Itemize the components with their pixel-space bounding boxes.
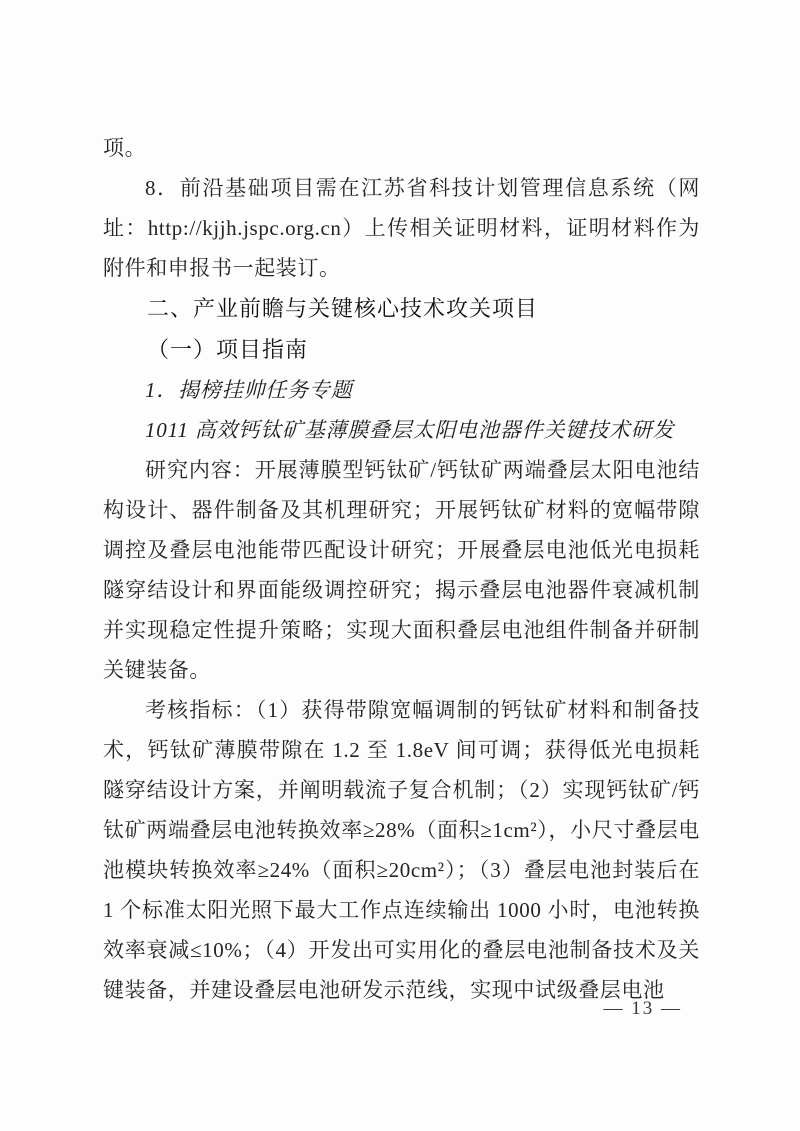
assessment-indicators-paragraph: 考核指标：（1）获得带隙宽幅调制的钙钛矿材料和制备技术，钙钛矿薄膜带隙在 1.2 至 1.8eV 间可调；获得低光电损耗隧穿结设计方案，并阐明载流子复合机制；（2）实现钙钛矿/钙钛矿两端叠层电池转换效率≥28%（面积≥1cm²），小尺寸叠层电池模块转换效率≥24%（面积≥20cm²）；（3）叠层电池封装后在 1 个标准太阳光照下最大工作点连续输出 1000 小时，电池转换效率衰减≤10%；（4）开发出可实用化的叠层电池制备技术及关键装备，并建设叠层电池研发示范线，实现中试级叠层电池 xyxy=(103,698,700,1002)
paragraph-continuation: 项。 xyxy=(103,136,147,160)
topic-heading: 1．揭榜挂帅任务专题 xyxy=(145,378,353,402)
paragraph-item-8: 8．前沿基础项目需在江苏省科技计划管理信息系统（网址：http://kjjh.jspc.org.cn）上传相关证明材料，证明材料作为附件和申报书一起装订。 xyxy=(103,176,700,280)
project-title-1011: 1011 高效钙钛矿基薄膜叠层太阳电池器件关键技术研发 xyxy=(145,418,675,442)
subsection-heading: （一）项目指南 xyxy=(147,337,309,362)
research-content-paragraph: 研究内容：开展薄膜型钙钛矿/钙钛矿两端叠层太阳电池结构设计、器件制备及其机理研究；开展钙钛矿材料的宽幅带隙调控及叠层电池能带匹配设计研究；开展叠层电池低光电损耗隧穿结设计和界面能级调控研究；揭示叠层电池器件衰减机制并实现稳定性提升策略；实现大面积叠层电池组件制备并研制关键装备。 xyxy=(103,458,700,682)
document-content xyxy=(103,128,700,1010)
section-heading: 二、产业前瞻与关键核心技术攻关项目 xyxy=(147,296,539,321)
page-number: — 13 — xyxy=(603,998,682,1019)
